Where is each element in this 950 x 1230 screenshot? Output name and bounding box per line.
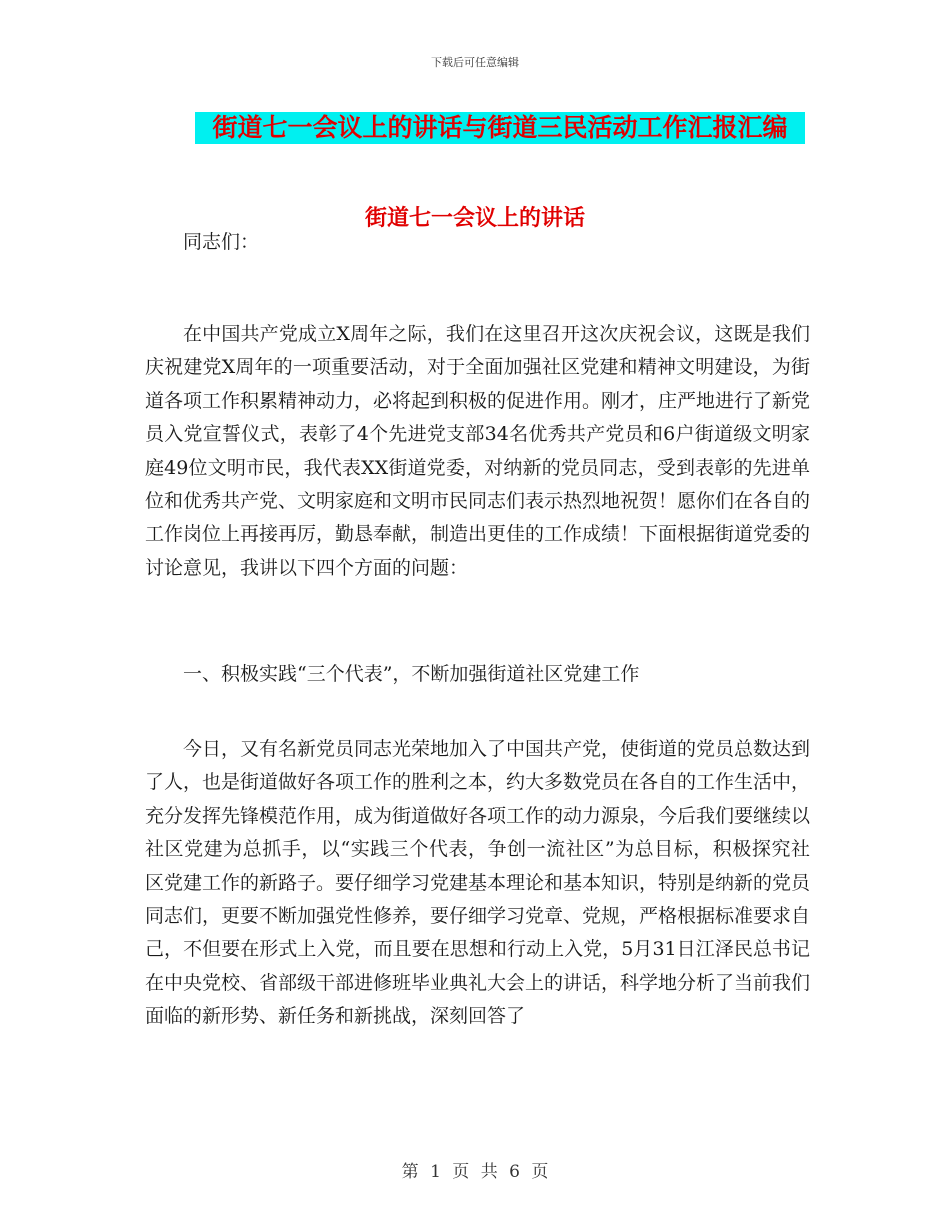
body-paragraph-1: 在中国共产党成立X周年之际，我们在这里召开这次庆祝会议，这既是我们庆祝建党X周年的一项重要活动，对于全面加强社区党建和精神文明建设，为街道各项工作积累精神动力，必将起到积极的促进作用。刚才，庄严地进行了新党员入党宣誓仪式，表彰了4个先进党支部34名优秀共产党员和6户街道级文明家庭49位文明市民，我代表XX街道党委，对纳新的党员同志，受到表彰的先进单位和优秀共产党、文明家庭和文明市民同志们表示热烈地祝贺！愿你们在各自的工作岗位上再接再厉，勤恳奉献，制造出更佳的工作成绩！下面根据街道党委的讨论意见，我讲以下四个方面的问题：: [145, 323, 811, 579]
document-sub-title: 街道七一会议上的讲话: [364, 205, 585, 231]
document-main-title: 街道七一会议上的讲话与街道三民活动工作汇报汇编: [212, 113, 788, 142]
main-title-highlight: [195, 112, 805, 144]
greeting: 同志们：: [183, 231, 260, 253]
section-heading-1: 一、积极实践“三个代表”，不断加强街道社区党建工作: [183, 663, 640, 685]
body-paragraph-2: 今日，又有名新党员同志光荣地加入了中国共产党，使街道的党员总数达到了人，也是街道做好各项工作的胜利之本，约大多数党员在各自的工作生活中，充分发挥先锋模范作用，成为街道做好各项工作的动力源泉，今后我们要继续以社区党建为总抓手，以“实践三个代表，争创一流社区”为总目标，积极探究社区党建工作的新路子。要仔细学习党建基本理论和基本知识，特别是纳新的党员同志们，更要不断加强党性修养，要仔细学习党章、党规，严格根据标准要求自己，不但要在形式上入党，而且要在思想和行动上入党，5月31日江泽民总书记在中央党校、省部级干部进修班毕业典礼大会上的讲话，科学地分析了当前我们面临的新形势、新任务和新挑战，深刻回答了: [145, 738, 811, 1028]
page-indicator: 第 1 页 共 6 页: [401, 1162, 549, 1182]
header-note: 下载后可任意编辑: [431, 56, 519, 69]
